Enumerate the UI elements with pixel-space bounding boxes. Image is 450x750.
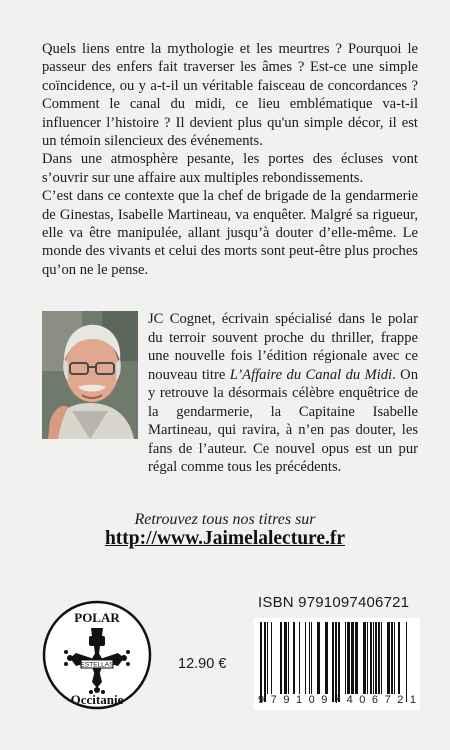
author-photo — [42, 311, 138, 439]
barcode-digit: 1 — [409, 694, 416, 706]
website-link[interactable]: http://www.Jaimelalecture.fr — [104, 528, 346, 549]
barcode-bar — [347, 622, 350, 694]
barcode-bar — [338, 622, 340, 702]
barcode-digit: 7 — [270, 694, 277, 706]
barcode-bar — [317, 622, 320, 694]
barcode-bar — [305, 622, 306, 694]
barcode-bar — [293, 622, 295, 694]
synopsis-paragraph-1: Quels liens entre la mythologie et les meurtres ? Pourquoi le passeur des enfers fait traverser les âmes ? Est-ce une simple coïncidence, ou y a-t-il un véritable faisceau de concordances ? Comment le canal du midi, ce lieu emblématique va-t-il influencer l’histoire ? Il devient plus qu'un simple décor, il est un témoin silencieux des événements. — [42, 41, 418, 150]
logo-band-text: ESTELLAS — [80, 661, 114, 669]
barcode-digit: 0 — [359, 694, 366, 706]
barcode-digit: 0 — [308, 694, 315, 706]
barcode-bar — [284, 622, 287, 694]
barcode-bar — [378, 622, 380, 694]
barcode-bar — [351, 622, 354, 694]
barcode-bar — [370, 622, 372, 694]
barcode-bar — [391, 622, 393, 694]
retrouvez-text: Retrouvez tous nos titres sur — [134, 511, 316, 528]
barcode-digit: 7 — [384, 694, 391, 706]
barcode-bar — [271, 622, 272, 694]
author-portrait-illustration — [42, 311, 138, 439]
barcode-bar — [260, 622, 262, 702]
barcode-bar — [264, 622, 266, 702]
barcode-bar — [332, 622, 334, 702]
barcode-bar — [325, 622, 328, 694]
synopsis-paragraph-3: C’est dans ce contexte que la chef de brigade de la gendarmerie de Ginestas, Isabelle Martineau, va enquêter. Malgré sa rigueur, elle va être manipulée, allant jusqu’à douter d’elle-même. Le monde des vivants et celui des morts sont peut-être plus proches qu’on ne le pense. — [42, 188, 418, 278]
barcode-bar — [381, 622, 382, 694]
barcode-digit: 1 — [295, 694, 303, 706]
logo-top-text: POLAR — [74, 610, 120, 625]
barcode-bar — [363, 622, 366, 694]
book-title: L’Affaire du Canal du Midi — [229, 366, 393, 383]
synopsis — [42, 40, 418, 279]
isbn-label: ISBN 9791097406721 — [258, 594, 410, 611]
author-bio-part-1: JC Cognet, écrivain spécialisé dans le polar du terroir souvent proche du thriller, frappe une nouvelle fois l’édition régionale avec ce nouveau titre — [148, 311, 418, 383]
barcode-bar — [355, 622, 358, 694]
barcode-bar — [394, 622, 395, 694]
polar-occitanie-logo — [42, 600, 152, 710]
barcode-digit: 9 — [283, 694, 290, 706]
barcode-bar — [345, 622, 346, 694]
barcode-bar — [311, 622, 312, 694]
barcode-bar — [309, 622, 310, 694]
author-bio — [148, 310, 418, 477]
barcode-digit: 6 — [371, 694, 379, 706]
barcode-bar — [375, 622, 377, 694]
barcode-bar — [398, 622, 400, 694]
barcode-bar — [288, 622, 289, 694]
barcode-digit: 2 — [397, 694, 404, 706]
logo-bottom-text: Occitanie — [70, 692, 124, 707]
barcode-bar — [280, 622, 282, 694]
barcode-bar — [406, 622, 407, 702]
barcode-bar — [299, 622, 300, 694]
price: 12.90 € — [178, 656, 227, 672]
author-bio-part-2: . On y retrouve la désormais célèbre enquêtrice de la gendarmerie, la Capitaine Isabelle Martineau, qui ravira, à n’en pas douter, les fans de l’auteur. Ce nouvel opus est un pur régal comme tous les précédents. — [148, 366, 418, 475]
barcode-bar — [335, 622, 337, 702]
barcode-bar — [373, 622, 374, 694]
polar-occitanie-emblem — [42, 600, 152, 710]
barcode-bar — [367, 622, 368, 694]
barcode-digit: 4 — [346, 694, 353, 706]
barcode-digit: 9 — [321, 694, 328, 706]
barcode-digit: 9 — [258, 694, 265, 706]
synopsis-paragraph-2: Dans une atmosphère pesante, les portes des écluses vont s’ouvrir sur une affaire aux multiples rebondissements. — [42, 151, 418, 186]
barcode-digit: 7 — [333, 694, 341, 706]
barcode-bar — [267, 622, 268, 694]
barcode-digits — [254, 694, 420, 706]
barcode-bar — [387, 622, 390, 694]
